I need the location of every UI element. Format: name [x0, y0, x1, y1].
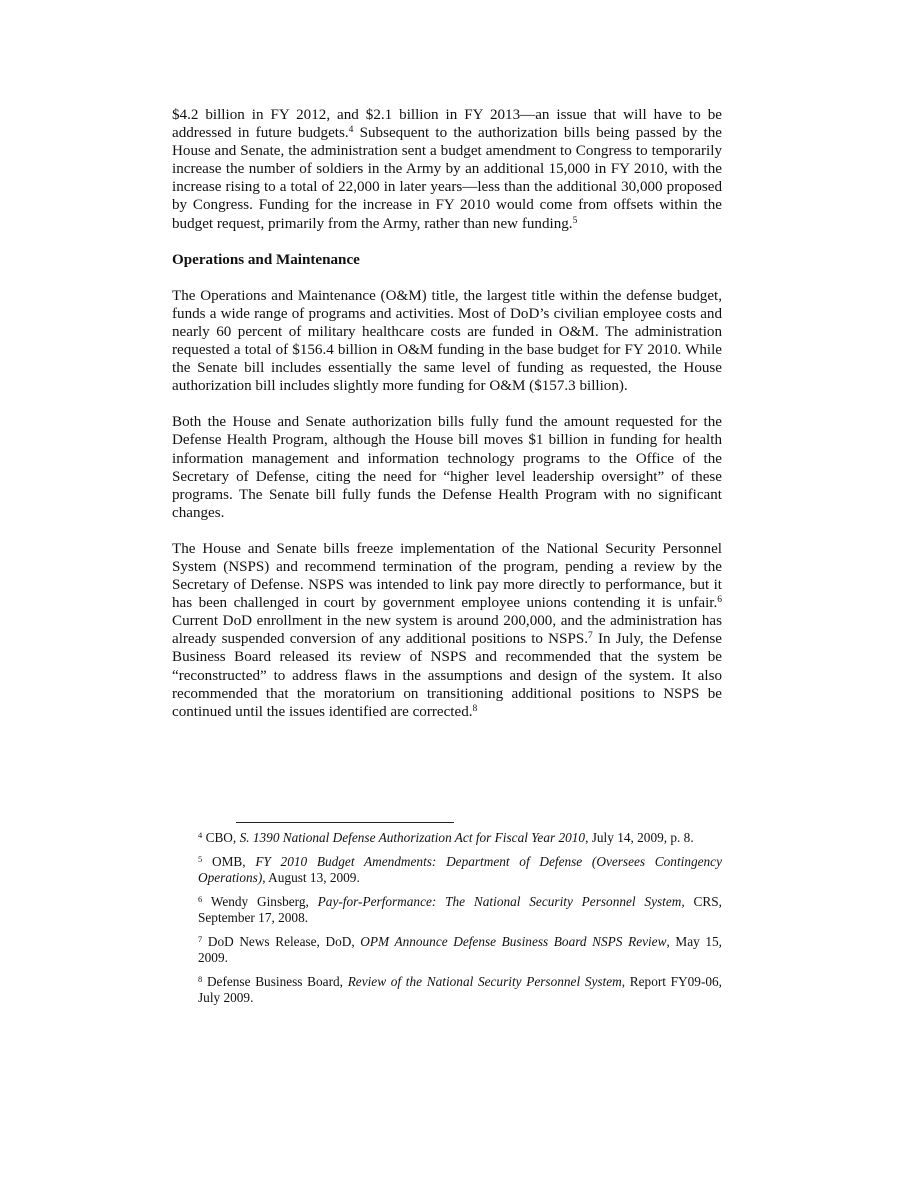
footnotes [198, 830, 722, 1014]
footnote-text: , Report FY09-06, July 2009. [198, 974, 723, 1005]
paragraph-text: Subsequent to the authorization bills being passed by the House and Senate, the administration sent a budget amendment to Congress to temporarily increase the number of soldiers in the Army by an additional 15,000 in FY 2010, with the increase rising to a total of 22,000 in later years—less than the additional 30,000 proposed by Congress. Funding for the increase in FY 2010 would come from offsets within the budget request, primarily from the Army, rather than new funding. [172, 125, 722, 232]
footnote-8 [198, 974, 722, 1006]
footnote-title: Pay-for-Performance: The National Security Personnel System, [317, 894, 685, 909]
paragraph-defense-health: Both the House and Senate authorization bills fully fund the amount requested for the Defense Health Program, although the House bill moves $1 billion in funding for health information management and information technology programs to the Office of the Secretary of Defense, citing the need for “higher level leadership oversight” of these programs. The Senate bill fully funds the Defense Health Program with no significant changes. [172, 414, 722, 521]
footnote-4 [198, 830, 722, 846]
footnote-text: Wendy Ginsberg, [202, 894, 318, 909]
footnote-title: OPM Announce Defense Business Board NSPS Review [360, 934, 667, 949]
footnote-ref[interactable]: 5 [572, 215, 578, 226]
footnote-ref[interactable]: 6 [717, 595, 722, 606]
footnote-title: S. 1390 National Defense Authorization Act for Fiscal Year 2010 [239, 830, 586, 845]
footnote-ref[interactable]: 7 [588, 631, 593, 642]
footnote-text: , August 13, 2009. [262, 870, 360, 885]
footnote-text: , July 14, 2009, p. 8. [585, 830, 694, 845]
footnote-title: FY 2010 Budget Amendments: Department of Defense (Oversees Contingency Operations) [198, 854, 722, 885]
footnote-number: 6 [198, 894, 203, 904]
footnote-text: CRS, September 17, 2008. [198, 894, 722, 925]
footnote-title: Review of the National Security Personnel System [347, 974, 622, 989]
paragraph-nsps [172, 540, 722, 721]
footnote-ref[interactable]: 8 [472, 703, 478, 714]
footnote-number: 7 [198, 934, 203, 944]
footnote-ref[interactable]: 4 [348, 125, 354, 136]
footnote-text: OMB, [202, 854, 256, 869]
footnote-5 [198, 854, 722, 886]
footnote-6 [198, 894, 722, 926]
paragraph-om-title: The Operations and Maintenance (O&M) title, the largest title within the defense budget, funds a wide range of programs and activities. Most of DoD’s civilian employee costs and nearly 60 percent of military healthcare costs are funded in O&M. The administration requested a total of $156.4 billion in O&M funding in the base budget for FY 2010. While the Senate bill includes essentially the same level of funding as requested, the House authorization bill includes slightly more funding for O&M ($157.3 billion). [172, 287, 722, 395]
paragraph-text: Current DoD enrollment in the new system is around 200,000, and the administration has already suspended conversion of any additional positions to NSPS. [172, 613, 722, 648]
paragraph-text: The House and Senate bills freeze implementation of the National Security Personnel System (NSPS) and recommend termination of the program, pending a review by the Secretary of Defense. NSPS was intended to link pay more directly to performance, but it has been challenged in court by government employee unions contending it is unfair. [172, 540, 722, 612]
footnote-text: , May 15, 2009. [198, 934, 723, 965]
footnote-number: 5 [198, 854, 203, 864]
section-heading: Operations and Maintenance [172, 251, 360, 268]
footnote-text: CBO, [202, 830, 240, 845]
paragraph-end-strength [172, 106, 722, 233]
footnote-text: Defense Business Board, [202, 974, 348, 989]
footnote-number: 4 [198, 830, 203, 840]
footnote-separator [236, 822, 454, 823]
paragraph-text: $4.2 billion in FY 2012, and $2.1 billion in FY 2013—an issue that will have to be addressed in future budgets. [172, 107, 722, 142]
footnote-7 [198, 934, 722, 966]
footnote-text: DoD News Release, DoD, [202, 934, 361, 949]
document-body [172, 106, 722, 739]
footnote-number: 8 [198, 974, 203, 984]
paragraph-text: In July, the Defense Business Board released its review of NSPS and recommended that the system be “reconstructed” to address flaws in the assumptions and design of the system. It also recommended that the moratorium on transitioning additional positions to NSPS be continued until the issues identified are corrected. [172, 631, 723, 720]
